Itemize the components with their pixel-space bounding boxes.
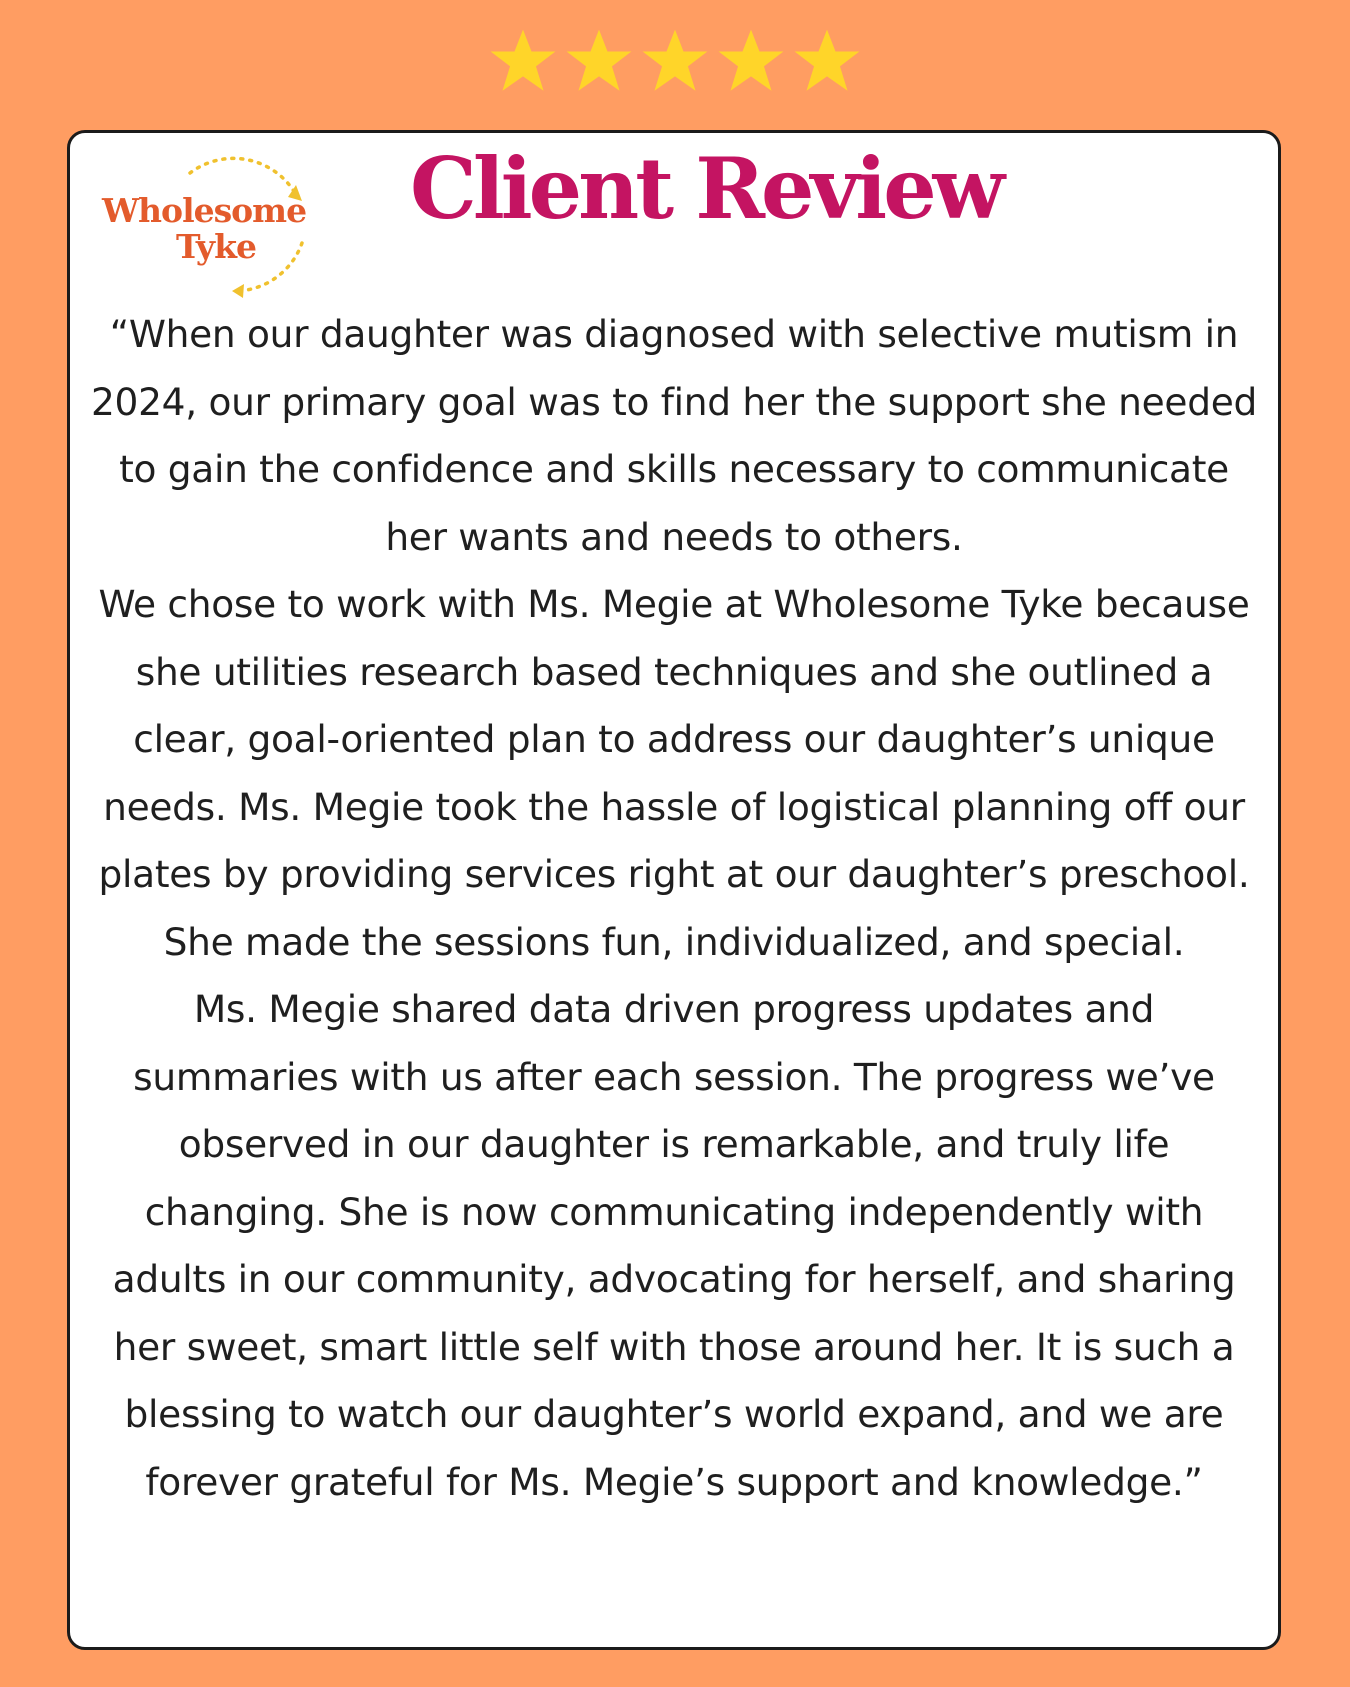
star-icon <box>639 26 711 98</box>
star-icon <box>487 26 559 98</box>
review-text <box>90 301 1258 1516</box>
review-paragraph-2: We chose to work with Ms. Megie at Wholesome Tyke because she utilities research based techniques and she outlined a clear, goal-oriented plan to address our daughter’s unique needs. Ms. Megie took the hassle of logistical planning off our plates by providing services right at our daughter’s preschool. She made the sessions fun, individualized, and special. <box>98 582 1250 964</box>
star-rating <box>0 22 1350 102</box>
review-paragraph-3: Ms. Megie shared data driven progress updates and summaries with us after each session. The progress we’ve observed in our daughter is remarkable, and truly life changing. She is now communicating independently with adults in our community, advocating for herself, and sharing her sweet, smart little self with those around her. It is such a blessing to watch our daughter’s world expand, and we are forever grateful for Ms. Megie’s support and knowledge.” <box>112 987 1236 1504</box>
logo-text-line2: Tyke <box>176 227 256 266</box>
logo-text-line1: Wholesome <box>102 191 307 230</box>
brand-logo <box>90 143 350 303</box>
page-title: Client Review <box>410 139 1001 238</box>
star-icon <box>791 26 863 98</box>
review-paragraph-1: “When our daughter was diagnosed with selective mutism in 2024, our primary goal was to find her the support she needed to gain the confidence and skills necessary to communicate her wants and needs to others. <box>91 312 1257 559</box>
review-card <box>67 130 1281 1650</box>
star-icon <box>715 26 787 98</box>
star-icon <box>563 26 635 98</box>
